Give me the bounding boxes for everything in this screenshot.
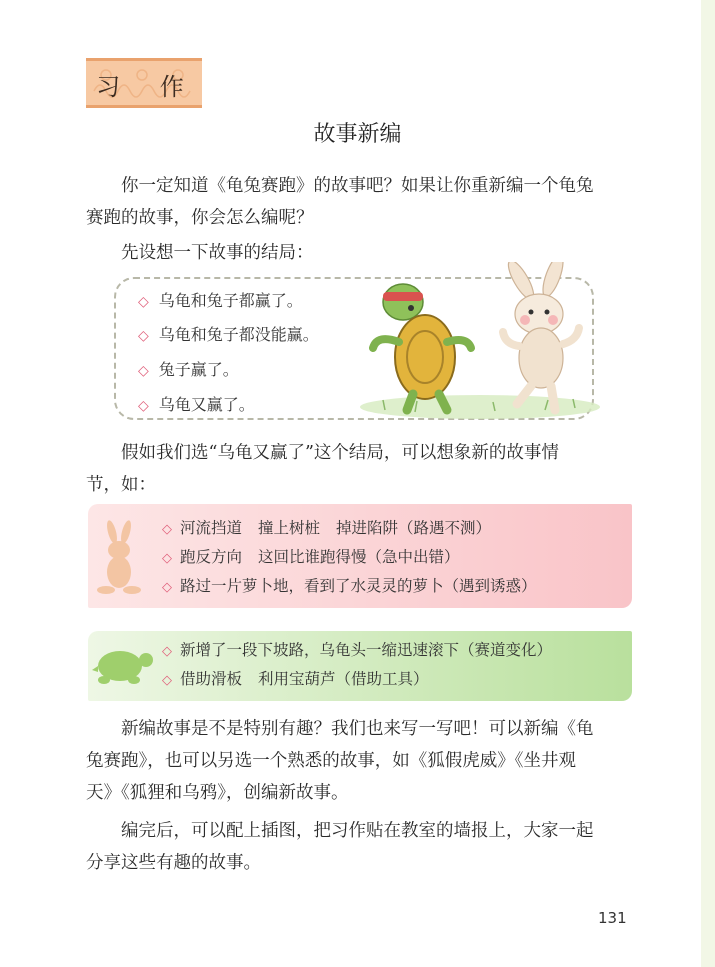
rabbit-icon [503,262,579,410]
ending-text: 乌龟和兔子都没能赢。 [158,325,319,344]
diamond-bullet-icon: ◇ [138,328,149,344]
intro-line-1: 你一定知道《龟兔赛跑》的故事吧？如果让你重新编一个龟兔 [121,176,594,196]
choice-paragraph [86,437,636,501]
plot-segment: 河流挡道 [180,519,243,537]
ending-item [138,357,239,380]
plot-segment: 跑反方向 [180,548,243,566]
turtle-icon [373,284,471,410]
choice-line-1: 假如我们选“乌龟又赢了”这个结局，可以想象新的故事情 [121,443,559,463]
final-line-1: 编完后，可以配上插图，把习作贴在教室的墙报上，大家一起 [121,821,594,841]
plot-segment: 这回比谁跑得慢（急中出错） [258,548,460,566]
plot-segment: 撞上树桩 [258,519,321,537]
diamond-bullet-icon: ◇ [138,294,149,310]
prompt-line: 先设想一下故事的结局： [121,243,314,263]
closing-line-3: 天》《狐狸和乌鸦》，创编新故事。 [86,783,349,803]
closing-line-2: 兔赛跑》，也可以另选一个熟悉的故事，如《狐假虎威》《坐井观 [86,751,576,771]
diamond-bullet-icon: ◇ [162,551,172,566]
diamond-bullet-icon: ◇ [162,673,172,688]
page-number: 131 [598,909,627,927]
rabbit-plot-item [162,574,537,596]
final-paragraph [86,815,636,879]
plot-segment: 路过一片萝卜地，看到了水灵灵的萝卜（遇到诱惑） [180,577,537,595]
ending-text: 兔子赢了。 [158,360,239,379]
ending-text: 乌龟又赢了。 [158,395,255,414]
section-banner [86,58,202,108]
turtle-plot-item [162,638,552,660]
plot-segment: 掉进陷阱（路遇不测） [336,519,492,537]
ending-item [138,288,303,311]
rabbit-silhouette-icon [92,520,148,596]
diamond-bullet-icon: ◇ [162,644,172,659]
plot-segment: 借助滑板 [180,670,243,688]
ending-text: 乌龟和兔子都赢了。 [158,291,303,310]
closing-paragraph [86,713,636,809]
turtle-rabbit-illustration [355,262,605,422]
rabbit-plot-item [162,516,491,538]
intro-line-2: 赛跑的故事，你会怎么编呢？ [86,208,314,228]
plot-segment: 新增了一段下坡路，乌龟头一缩迅速滚下（赛道变化） [180,641,553,659]
intro-paragraph [86,170,636,234]
turtle-silhouette-icon [90,640,156,692]
ending-item [138,392,255,415]
page-title: 故事新编 [313,122,402,147]
turtle-plot-item [162,667,429,689]
rabbit-plot-item [162,545,460,567]
closing-line-1: 新编故事是不是特别有趣？我们也来写一写吧！可以新编《龟 [121,719,594,739]
diamond-bullet-icon: ◇ [162,522,172,537]
ending-item [138,322,319,345]
diamond-bullet-icon: ◇ [138,363,149,379]
final-line-2: 分享这些有趣的故事。 [86,853,261,873]
diamond-bullet-icon: ◇ [162,580,172,595]
choice-line-2: 节，如： [86,475,156,495]
diamond-bullet-icon: ◇ [138,398,149,414]
plot-segment: 利用宝葫芦（借助工具） [258,670,429,688]
section-label: 习 作 [96,73,200,101]
